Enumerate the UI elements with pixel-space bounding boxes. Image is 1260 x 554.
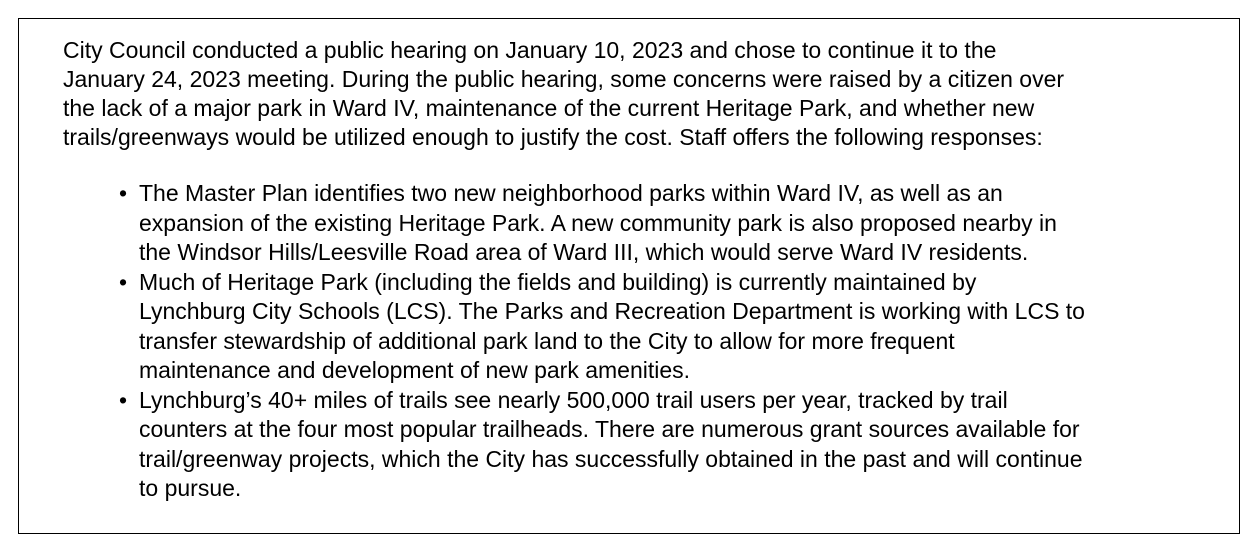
response-line: The Master Plan identifies two new neighborhood parks within Ward IV, as well as an: [139, 180, 1003, 206]
response-item: [118, 386, 1229, 504]
response-line: maintenance and development of new park amenities.: [139, 357, 691, 383]
intro-paragraph: [63, 36, 1213, 152]
intro-line: the lack of a major park in Ward IV, maintenance of the current Heritage Park, and whether new: [63, 95, 1035, 121]
response-line: Lynchburg City Schools (LCS). The Parks and Recreation Department is working with LCS to: [139, 298, 1085, 324]
response-line: Lynchburg’s 40+ miles of trails see nearly 500,000 trail users per year, tracked by trail: [139, 386, 1008, 413]
response-line: transfer stewardship of additional park land to the City to allow for more frequent: [139, 327, 955, 354]
response-line: Much of Heritage Park (including the fields and building) is currently maintained by: [139, 268, 977, 295]
response-item: [118, 268, 1229, 386]
bullet-icon: •: [118, 268, 128, 295]
intro-line: City Council conducted a public hearing on January 10, 2023 and chose to continue it to the: [63, 37, 997, 63]
intro-line: January 24, 2023 meeting. During the public hearing, some concerns were raised by a citizen over: [63, 66, 1065, 92]
bullet-icon: •: [118, 180, 128, 206]
bullet-icon: •: [118, 386, 128, 413]
intro-line: trails/greenways would be utilized enough to justify the cost. Staff offers the following responses:: [63, 124, 1043, 150]
response-line: expansion of the existing Heritage Park. A new community park is also proposed nearby in: [139, 209, 1057, 236]
response-list: [118, 179, 1229, 504]
response-item: [118, 179, 1229, 268]
response-line: the Windsor Hills/Leesville Road area of Ward III, which would serve Ward IV residents.: [139, 239, 1029, 265]
document-frame: [18, 18, 1240, 534]
response-line: trail/greenway projects, which the City has successfully obtained in the past and will continue: [139, 445, 1083, 472]
response-line: counters at the four most popular trailheads. There are numerous grant sources available for: [139, 416, 1080, 442]
response-line: to pursue.: [139, 475, 242, 501]
